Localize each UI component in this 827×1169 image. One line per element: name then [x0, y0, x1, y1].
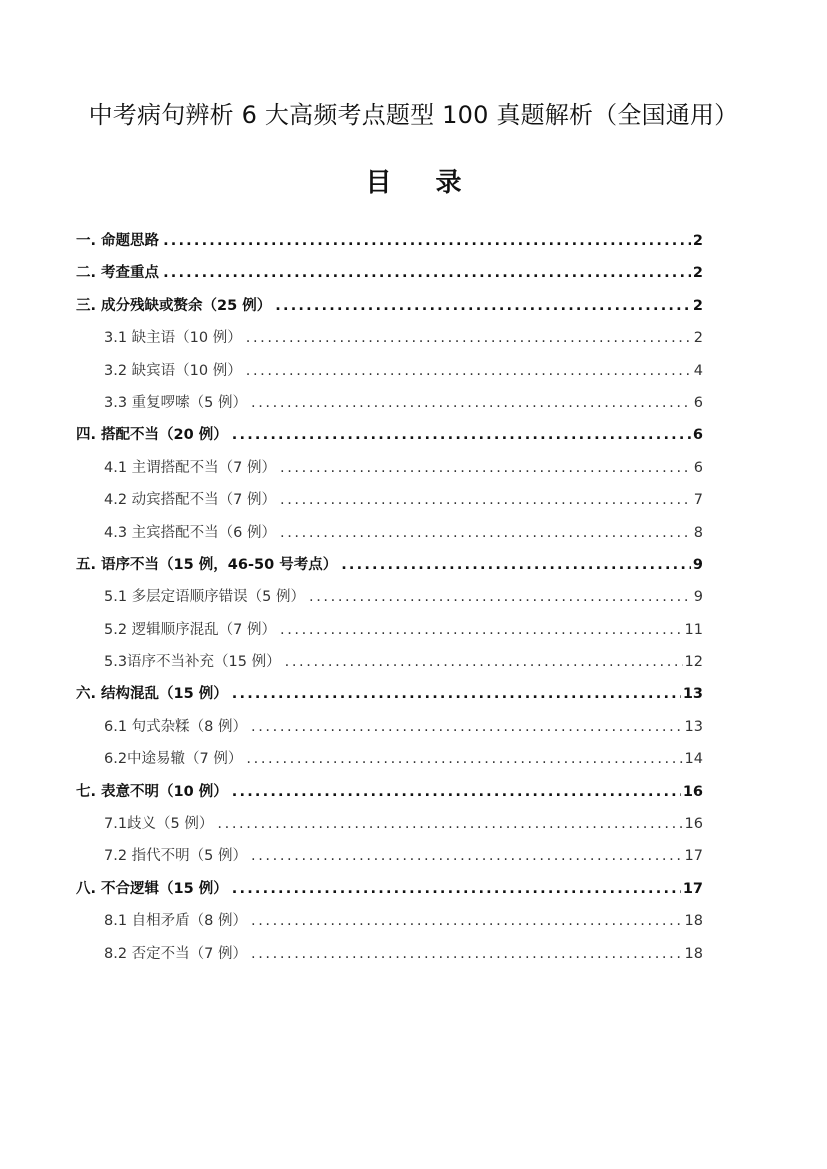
toc-subsection-entry[interactable] — [76, 808, 703, 840]
toc-dot-leader — [246, 322, 692, 354]
toc-entry-page-number: 16 — [684, 816, 703, 833]
toc-entry-page-number: 17 — [682, 880, 703, 897]
toc-entry-label: 7.2 指代不明（5 例） — [104, 848, 248, 865]
toc-dot-leader — [251, 711, 683, 743]
toc-dot-leader — [217, 808, 682, 840]
toc-entry-label: 6.1 句式杂糅（8 例） — [104, 718, 248, 735]
toc-entry-label: 四. 搭配不当（20 例） — [76, 427, 228, 444]
toc-entry-page-number: 18 — [684, 913, 703, 930]
toc-subsection-entry[interactable] — [76, 711, 703, 743]
toc-subsection-entry[interactable] — [76, 614, 703, 646]
toc-entry-page-number: 13 — [682, 686, 703, 703]
toc-dot-leader — [251, 905, 683, 937]
toc-entry-label: 五. 语序不当（15 例，46-50 号考点） — [76, 556, 338, 573]
toc-entry-label: 5.2 逻辑顺序混乱（7 例） — [104, 621, 277, 638]
toc-entry-label: 7.1歧义（5 例） — [104, 816, 214, 833]
toc-entry-page-number: 2 — [692, 265, 703, 282]
toc-dot-leader — [246, 743, 682, 775]
toc-section-entry[interactable] — [76, 290, 703, 322]
toc-entry-label: 3.3 重复啰嗦（5 例） — [104, 394, 248, 411]
toc-subsection-entry[interactable] — [76, 355, 703, 387]
toc-dot-leader — [163, 225, 691, 257]
toc-subsection-entry[interactable] — [76, 905, 703, 937]
toc-subsection-entry[interactable] — [76, 581, 703, 613]
toc-entry-page-number: 7 — [693, 492, 703, 509]
toc-entry-label: 8.1 自相矛盾（8 例） — [104, 913, 248, 930]
document-title: 中考病句辨析 6 大高频考点题型 100 真题解析（全国通用） — [88, 101, 739, 129]
toc-dot-leader — [280, 517, 692, 549]
toc-entry-page-number: 16 — [682, 783, 703, 800]
toc-entry-label: 3.1 缺主语（10 例） — [104, 330, 242, 347]
toc-section-entry[interactable] — [76, 776, 703, 808]
toc-entry-page-number: 8 — [693, 524, 703, 541]
toc-entry-label: 4.2 动宾搭配不当（7 例） — [104, 492, 277, 509]
toc-entry-label: 5.3语序不当补充（15 例） — [104, 654, 281, 671]
toc-dot-leader — [280, 614, 683, 646]
toc-subsection-entry[interactable] — [76, 387, 703, 419]
toc-entry-page-number: 17 — [684, 848, 703, 865]
toc-entry-page-number: 6 — [693, 459, 703, 476]
toc-dot-leader — [280, 484, 692, 516]
toc-dot-leader — [232, 419, 691, 451]
toc-dot-leader — [251, 840, 683, 872]
toc-section-entry[interactable] — [76, 225, 703, 257]
toc-heading-char-2: 录 — [435, 168, 462, 198]
toc-heading-char-1: 目 — [365, 168, 392, 198]
toc-entry-page-number: 6 — [692, 427, 703, 444]
toc-entry-label: 8.2 否定不当（7 例） — [104, 945, 248, 962]
toc-entry-label: 4.1 主谓搭配不当（7 例） — [104, 459, 277, 476]
toc-dot-leader — [251, 938, 683, 970]
toc-dot-leader — [163, 257, 691, 289]
toc-dot-leader — [285, 646, 683, 678]
toc-entry-label: 七. 表意不明（10 例） — [76, 783, 228, 800]
toc-entry-page-number: 2 — [692, 297, 703, 314]
toc-section-entry[interactable] — [76, 549, 703, 581]
toc-entry-label: 6.2中途易辙（7 例） — [104, 751, 243, 768]
toc-subsection-entry[interactable] — [76, 322, 703, 354]
toc-entry-label: 3.2 缺宾语（10 例） — [104, 362, 242, 379]
toc-entry-page-number: 6 — [693, 394, 703, 411]
toc-entry-label: 八. 不合逻辑（15 例） — [76, 880, 228, 897]
toc-dot-leader — [309, 581, 692, 613]
toc-dot-leader — [275, 290, 691, 322]
toc-entry-page-number: 2 — [692, 233, 703, 249]
toc-section-entry[interactable] — [76, 873, 703, 905]
toc-heading — [0, 165, 827, 201]
toc-entry-page-number: 4 — [693, 362, 703, 379]
toc-entry-label: 一. 命题思路 — [76, 233, 160, 249]
toc-entry-label: 5.1 多层定语顺序错误（5 例） — [104, 589, 306, 606]
toc-dot-leader — [232, 873, 681, 905]
toc-entry-page-number: 13 — [684, 718, 703, 735]
toc-subsection-entry[interactable] — [76, 646, 703, 678]
toc-subsection-entry[interactable] — [76, 938, 703, 970]
toc-subsection-entry[interactable] — [76, 484, 703, 516]
toc-subsection-entry[interactable] — [76, 743, 703, 775]
toc-dot-leader — [280, 452, 692, 484]
toc-entry-label: 六. 结构混乱（15 例） — [76, 686, 228, 703]
toc-section-entry[interactable] — [76, 419, 703, 451]
toc-entry-page-number: 18 — [684, 945, 703, 962]
toc-entry-label: 4.3 主宾搭配不当（6 例） — [104, 524, 277, 541]
toc-entry-label: 三. 成分残缺或赘余（25 例） — [76, 297, 272, 314]
toc-subsection-entry[interactable] — [76, 840, 703, 872]
toc-dot-leader — [246, 355, 692, 387]
table-of-contents — [76, 225, 703, 970]
toc-subsection-entry[interactable] — [76, 452, 703, 484]
toc-section-entry[interactable] — [76, 257, 703, 289]
toc-section-entry[interactable] — [76, 678, 703, 710]
toc-entry-page-number: 2 — [693, 330, 703, 347]
toc-dot-leader — [251, 387, 692, 419]
toc-entry-page-number: 9 — [692, 556, 703, 573]
toc-dot-leader — [232, 776, 681, 808]
toc-dot-leader — [341, 549, 691, 581]
toc-entry-page-number: 14 — [684, 751, 703, 768]
toc-entry-label: 二. 考查重点 — [76, 265, 160, 282]
toc-entry-page-number: 11 — [684, 621, 703, 638]
toc-entry-page-number: 9 — [693, 589, 703, 606]
toc-dot-leader — [232, 678, 681, 710]
toc-entry-page-number: 12 — [684, 654, 703, 671]
toc-subsection-entry[interactable] — [76, 517, 703, 549]
